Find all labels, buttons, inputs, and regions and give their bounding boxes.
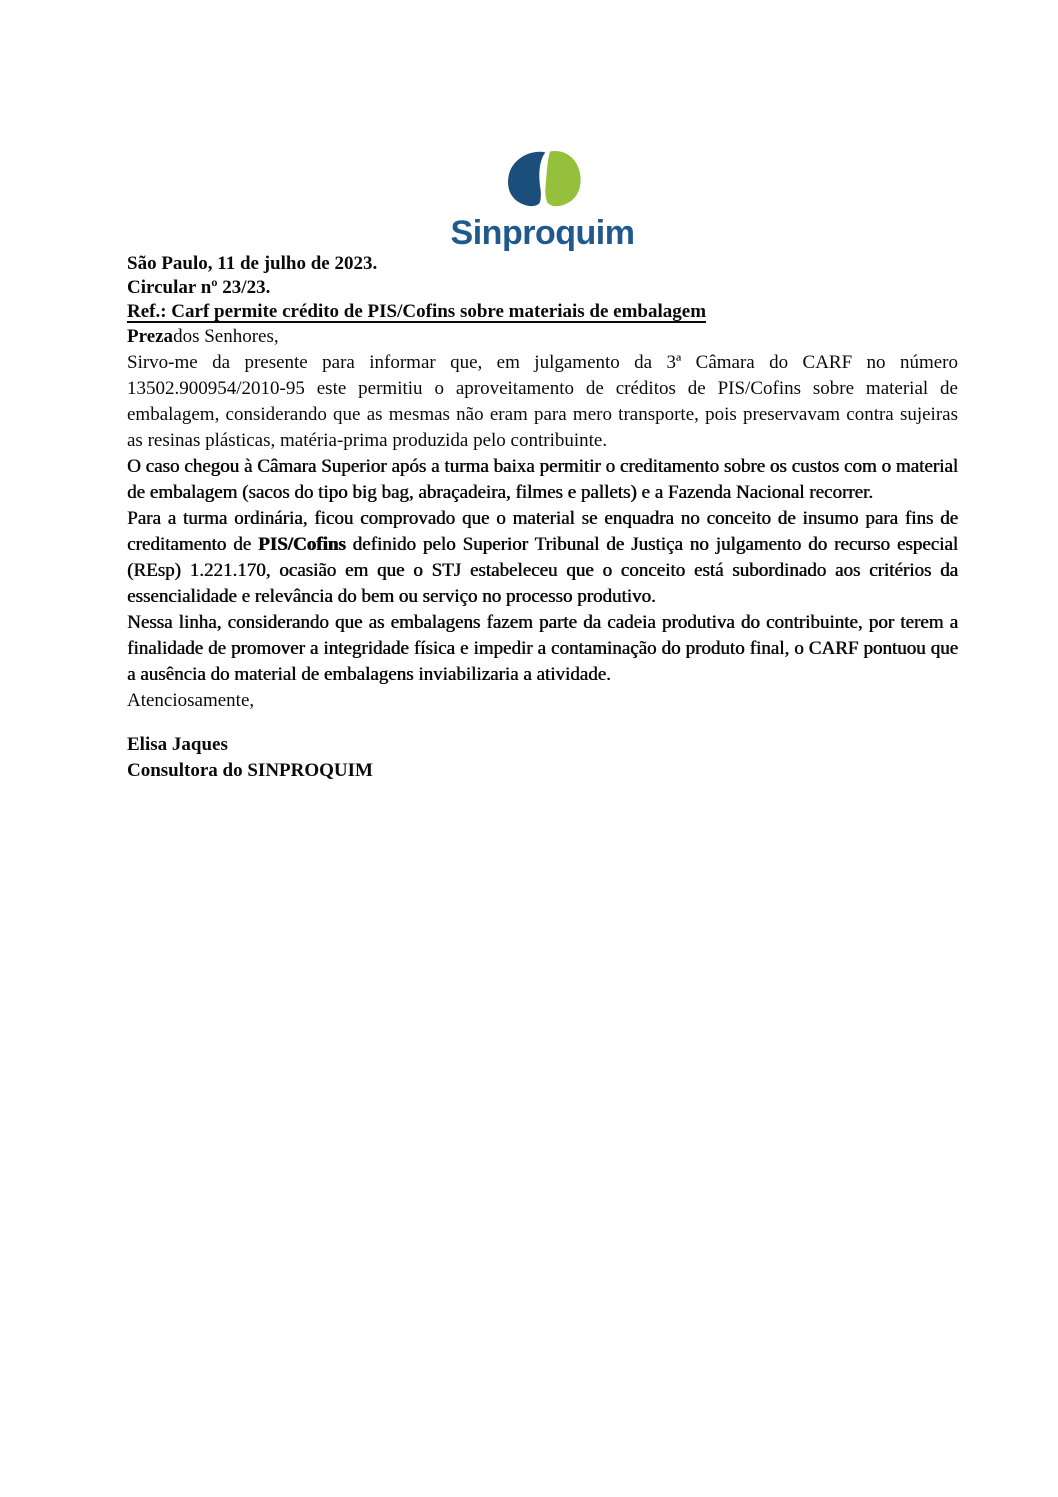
salutation-regular-part: dos Senhores, — [173, 326, 279, 347]
letter-content — [127, 252, 958, 784]
paragraph-4: Nessa linha, considerando que as embalagens fazem parte da cadeia produtiva do contribuinte, por terem a finalidade de promover a integridade física e impedir a contaminação do produto final, o CARF pontuou que a ausência do material de embalagens inviabilizaria a atividade. — [127, 612, 958, 685]
paragraph-3-tail: definido pelo Superior Tribunal de Justiça no julgamento do recurso especial (REsp) 1.221.170, ocasião em que o STJ estabeleceu que o conceito está subordinado aos critérios da essencialidade e relevância do bem ou serviço no processo produtivo. — [127, 534, 958, 607]
date-line: São Paulo, 11 de julho de 2023. — [127, 253, 378, 274]
logo-left-leaf — [508, 152, 545, 206]
paragraph-3 — [127, 506, 958, 610]
signature-block — [127, 732, 958, 784]
signature-name: Elisa Jaques — [127, 734, 228, 755]
salutation-bold-part: Preza — [127, 326, 174, 347]
paragraph-3-lead: Para a turma ordinária, ficou comprovado que o material se enquadra no conceito de insumo para fins de creditamento de — [127, 508, 958, 555]
brand-wordmark: Sinproquim — [450, 214, 635, 252]
circular-number-line: Circular nº 23/23. — [127, 277, 271, 298]
signature-title: Consultora do SINPROQUIM — [127, 760, 373, 781]
paragraph-3-emphasis: PIS/Cofins — [257, 534, 346, 555]
logo-right-leaf — [545, 151, 580, 206]
paragraph-1: Sirvo-me da presente para informar que, em julgamento da 3ª Câmara do CARF no número 13502.900954/2010-95 este permitiu o aproveitamento de créditos de PIS/Cofins sobre material de embalagem, considerando que as mesmas não eram para mero transporte, pois preservavam contra sujeiras as resinas plásticas, matéria-prima produzida pelo contribuinte. — [127, 352, 958, 451]
letterhead — [127, 150, 958, 252]
sinproquim-logo-icon — [504, 150, 582, 207]
paragraph-2: O caso chegou à Câmara Superior após a turma baixa permitir o creditamento sobre os custos com o material de embalagem (sacos do tipo big bag, abraçadeira, filmes e pallets) e a Fazenda Nacional recorrer. — [127, 456, 958, 503]
subject-line: Ref.: Carf permite crédito de PIS/Cofins sobre materiais de embalagem — [127, 301, 707, 322]
closing-regards: Atenciosamente, — [127, 690, 255, 711]
salutation — [127, 324, 958, 350]
